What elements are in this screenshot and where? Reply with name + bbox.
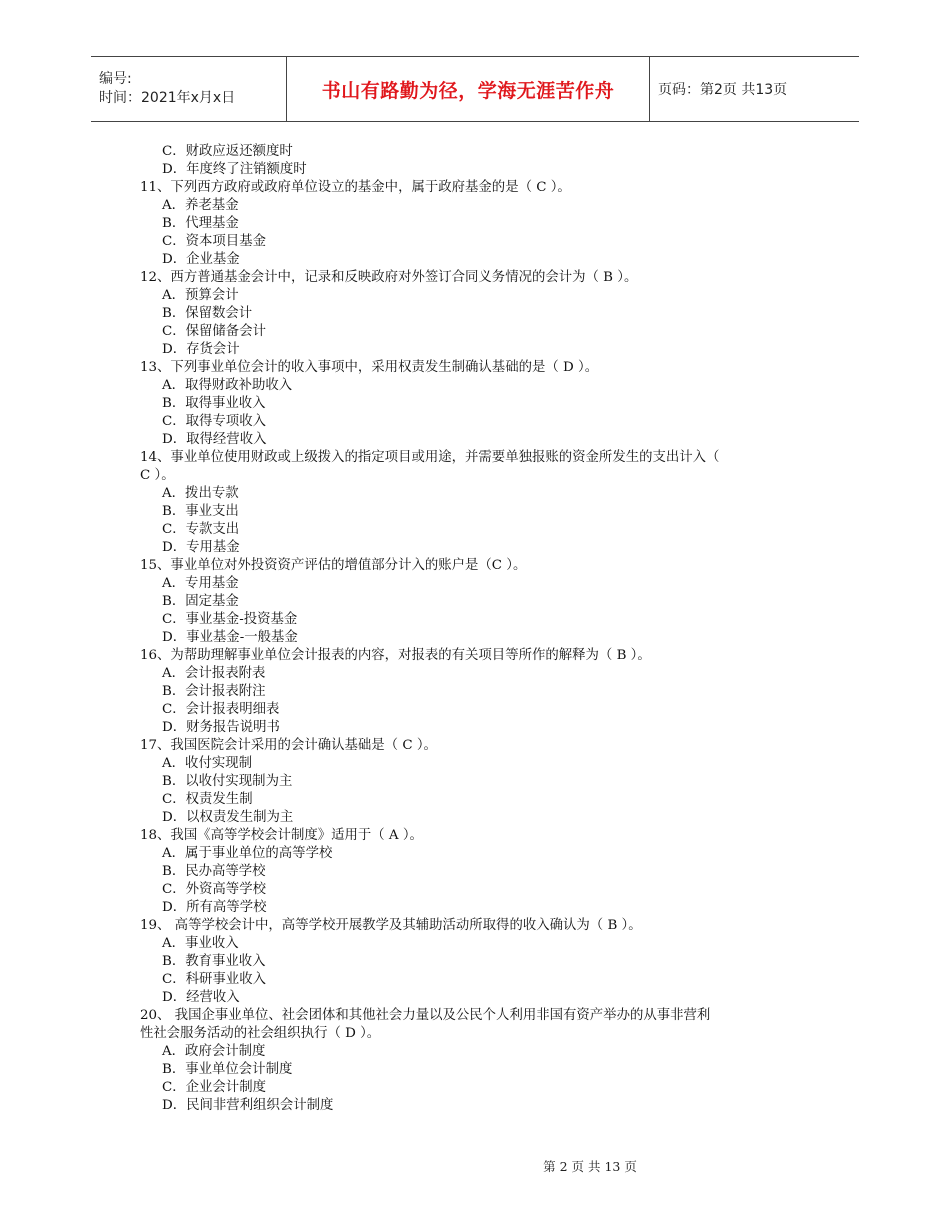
answer-option: B．民办高等学校 bbox=[162, 864, 266, 879]
question-text: 20、 我国企事业单位、社会团体和其他社会力量以及公民个人利用非国有资产举办的从事非营利 bbox=[140, 1008, 711, 1023]
answer-option: A．事业收入 bbox=[162, 936, 239, 951]
question-text: 15、事业单位对外投资资产评估的增值部分计入的账户是（C ）。 bbox=[140, 558, 527, 573]
answer-option: B．以收付实现制为主 bbox=[162, 774, 293, 789]
answer-option: C．取得专项收入 bbox=[162, 414, 266, 429]
question-text: 11、下列西方政府或政府单位设立的基金中，属于政府基金的是（ C ）。 bbox=[140, 180, 571, 195]
time-label: 时间：2021年x月x日 bbox=[99, 90, 236, 106]
answer-option: D．所有高等学校 bbox=[162, 900, 267, 915]
answer-option: D．取得经营收入 bbox=[162, 432, 267, 447]
answer-option: A．属于事业单位的高等学校 bbox=[162, 846, 333, 861]
answer-option: B．取得事业收入 bbox=[162, 396, 266, 411]
answer-option: C．事业基金-投资基金 bbox=[162, 612, 298, 627]
answer-option: A．取得财政补助收入 bbox=[162, 378, 293, 393]
answer-option: A．收付实现制 bbox=[162, 756, 253, 771]
answer-option: C．财政应返还额度时 bbox=[162, 144, 293, 159]
question-text: 性社会服务活动的社会组织执行（ D ）。 bbox=[140, 1026, 381, 1041]
question-text: 17、我国医院会计采用的会计确认基础是（ C ）。 bbox=[140, 738, 437, 753]
answer-option: B．事业单位会计制度 bbox=[162, 1062, 293, 1077]
answer-option: A．预算会计 bbox=[162, 288, 239, 303]
number-label: 编号: bbox=[99, 71, 132, 87]
answer-option: C．权责发生制 bbox=[162, 792, 253, 807]
answer-option: C．外资高等学校 bbox=[162, 882, 266, 897]
answer-option: A．专用基金 bbox=[162, 576, 239, 591]
answer-option: C．保留储备会计 bbox=[162, 324, 266, 339]
answer-option: C．资本项目基金 bbox=[162, 234, 266, 249]
answer-option: B．保留数会计 bbox=[162, 306, 253, 321]
answer-option: B．事业支出 bbox=[162, 504, 239, 519]
answer-option: D．企业基金 bbox=[162, 252, 240, 267]
question-text: 13、下列事业单位会计的收入事项中，采用权责发生制确认基础的是（ D ）。 bbox=[140, 360, 599, 375]
answer-option: D．经营收入 bbox=[162, 990, 240, 1005]
answer-option: B．固定基金 bbox=[162, 594, 239, 609]
answer-option: A．养老基金 bbox=[162, 198, 239, 213]
answer-option: B．教育事业收入 bbox=[162, 954, 266, 969]
header-meta bbox=[91, 57, 286, 121]
answer-option: D．民间非营利组织会计制度 bbox=[162, 1098, 334, 1113]
answer-option: D．年度终了注销额度时 bbox=[162, 162, 307, 177]
answer-option: D．存货会计 bbox=[162, 342, 240, 357]
answer-option: B．代理基金 bbox=[162, 216, 239, 231]
question-text: 16、为帮助理解事业单位会计报表的内容，对报表的有关项目等所作的解释为（ B ）。 bbox=[140, 648, 651, 663]
answer-option: C．会计报表明细表 bbox=[162, 702, 280, 717]
answer-option: D．专用基金 bbox=[162, 540, 240, 555]
question-text: 19、 高等学校会计中，高等学校开展教学及其辅助活动所取得的收入确认为（ B ）。 bbox=[140, 918, 642, 933]
answer-option: D．事业基金-一般基金 bbox=[162, 630, 298, 645]
answer-option: A．会计报表附表 bbox=[162, 666, 266, 681]
header-motto: 书山有路勤为径，学海无涯苦作舟 bbox=[286, 57, 650, 121]
question-text: 18、我国《高等学校会计制度》适用于（ A ）。 bbox=[140, 828, 423, 843]
answer-option: A．拨出专款 bbox=[162, 486, 239, 501]
page-header bbox=[91, 56, 859, 122]
question-text: C ）。 bbox=[140, 468, 175, 483]
page-footer: 第 2 页 共 13 页 bbox=[543, 1159, 637, 1174]
answer-option: B．会计报表附注 bbox=[162, 684, 266, 699]
question-list bbox=[140, 143, 820, 1115]
answer-option: C．企业会计制度 bbox=[162, 1080, 266, 1095]
answer-option: A．政府会计制度 bbox=[162, 1044, 266, 1059]
answer-option: C．科研事业收入 bbox=[162, 972, 266, 987]
answer-option: D．财务报告说明书 bbox=[162, 720, 280, 735]
question-text: 14、事业单位使用财政或上级拨入的指定项目或用途，并需要单独报账的资金所发生的支出计入（ bbox=[140, 450, 720, 465]
answer-option: C．专款支出 bbox=[162, 522, 240, 537]
answer-option: D．以权责发生制为主 bbox=[162, 810, 294, 825]
question-text: 12、西方普通基金会计中，记录和反映政府对外签订合同义务情况的会计为（ B ）。 bbox=[140, 270, 638, 285]
header-page-info: 页码：第2页 共13页 bbox=[658, 82, 788, 98]
